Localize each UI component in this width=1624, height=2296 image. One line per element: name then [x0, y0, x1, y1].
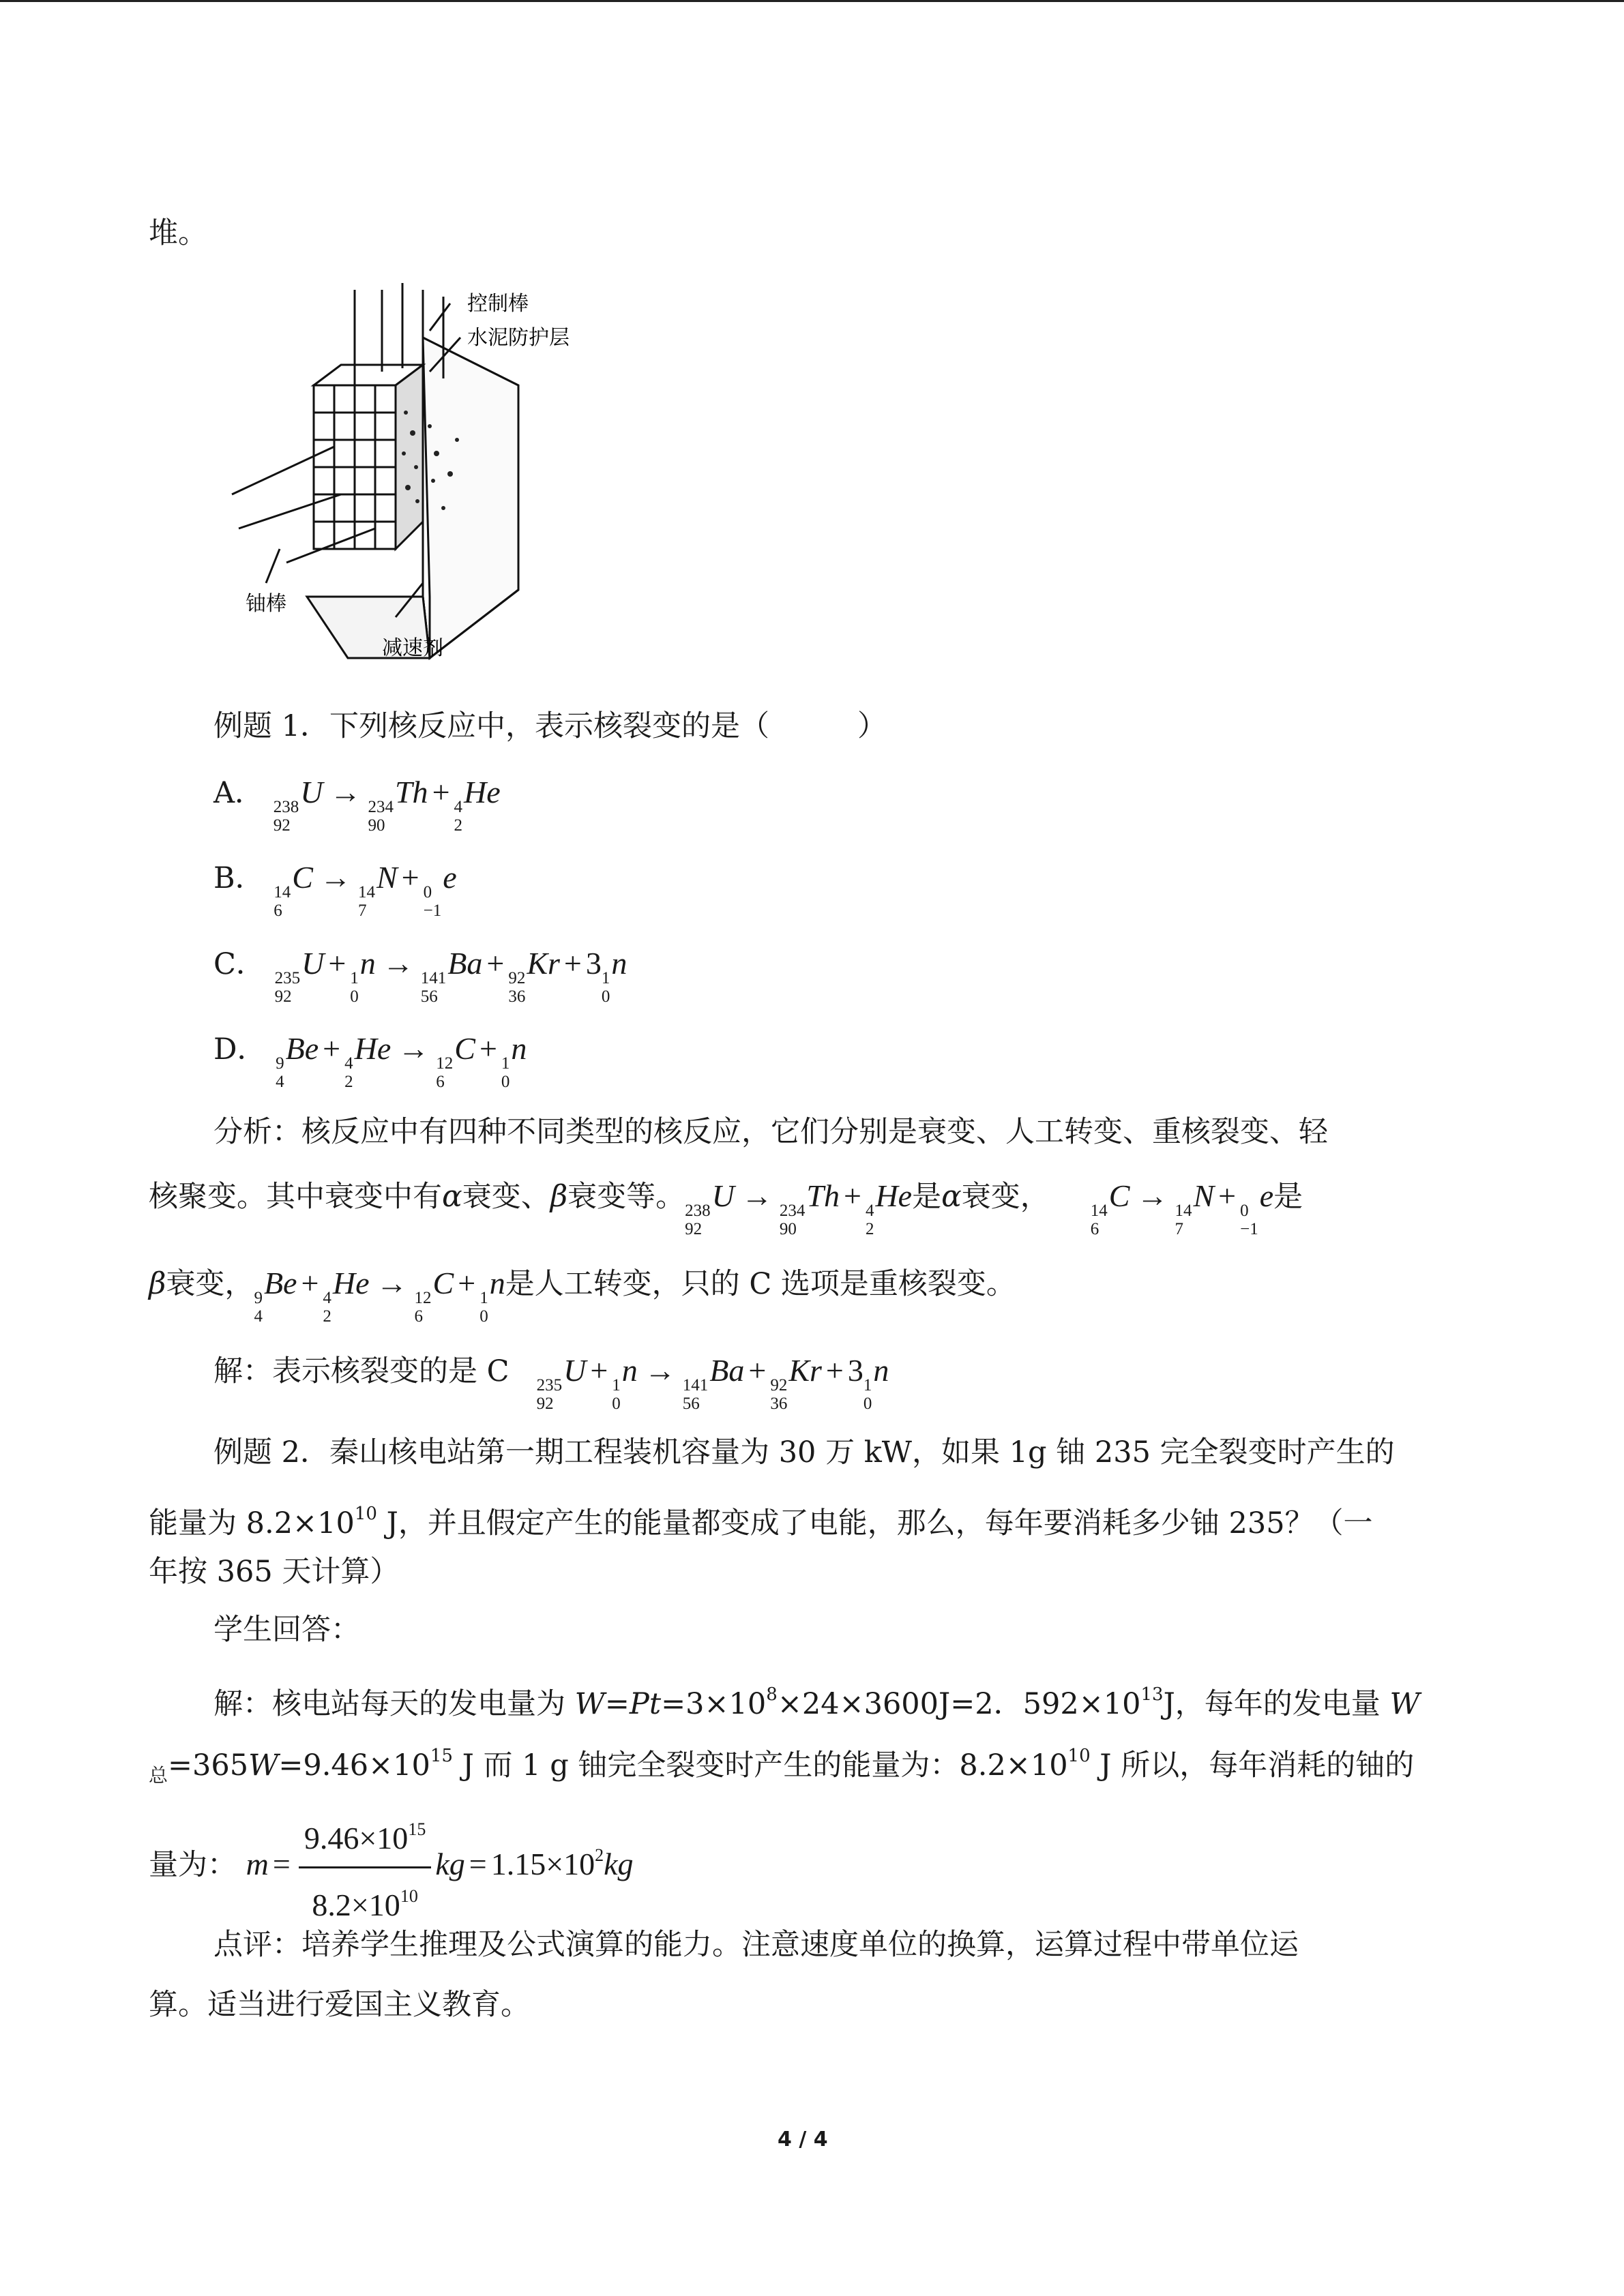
- option-b: [213, 857, 457, 920]
- equation-d: 9 4Be + 4 2He → 12 6C + 1 0n: [276, 1031, 527, 1091]
- exponent: 15: [408, 1819, 426, 1839]
- sol-text: 量为：: [149, 1848, 237, 1883]
- analysis-text: 是: [1273, 1180, 1303, 1214]
- label-concrete: 水泥防护层: [467, 326, 570, 350]
- option-a: [213, 772, 501, 835]
- subscript-total: 总: [149, 1764, 168, 1787]
- mass-formula: m = $\frac{9.46\times 10^{15}}{8.2\times 10^{10}}$ kg = $1.15\times 10^2kg$: [246, 1847, 634, 1881]
- exponent: 13: [1140, 1684, 1164, 1705]
- top-fragment: 堆。: [149, 216, 207, 250]
- sol-text: J，每年的发电量: [1163, 1687, 1390, 1721]
- reactor-diagram: [225, 276, 716, 672]
- option-letter: C．: [213, 947, 265, 981]
- exponent: 10: [1067, 1746, 1091, 1766]
- exponent: 15: [430, 1746, 453, 1766]
- label-uranium-rod: 铀棒: [246, 592, 286, 616]
- equation-fission: 235 92U + 1 0n → 141 56Ba + 92 36Kr + 31 0n: [536, 1353, 889, 1413]
- example1-question: 例题 1．下列核反应中，表示核裂变的是（ ）: [213, 709, 887, 743]
- analysis-line-1: 分析：核反应中有四种不同类型的核反应，它们分别是衰变、人工转变、重核裂变、轻: [213, 1115, 1328, 1149]
- comment-line-1: 点评：培养学生推理及公式演算的能力。注意速度单位的换算，运算过程中带单位运: [213, 1928, 1299, 1962]
- equation-a: 238 92U → 234 90Th + 4 2He: [273, 775, 501, 835]
- analysis-line-3: [149, 1263, 1016, 1326]
- page-number: 4 / 4: [778, 2128, 828, 2151]
- solution-line-2: [149, 1735, 1414, 1796]
- exponent: 8: [766, 1684, 778, 1705]
- equation-alpha-decay: 238 92U → 234 90Th + 4 2He: [685, 1178, 913, 1238]
- label-moderator: 减速剂: [382, 636, 443, 660]
- sol-text: =9.46×10: [278, 1748, 430, 1783]
- q-text: J，并且假定产生的能量都变成了电能，那么，每年要消耗多少铀 235？（一: [377, 1506, 1373, 1540]
- analysis-text: 是: [912, 1180, 942, 1214]
- comment-line-2: 算。适当进行爱国主义教育。: [149, 1988, 530, 2022]
- exponent: 10: [400, 1886, 418, 1906]
- option-c: [213, 943, 627, 1006]
- equation-beta-decay: 14 6C → 14 7N + 0 −1e: [1090, 1178, 1274, 1238]
- analysis-text: 衰变、: [462, 1180, 550, 1214]
- exponent: 10: [354, 1504, 377, 1524]
- var-w: W: [248, 1748, 279, 1783]
- sol-text: ×24×3600J=2．592×10: [777, 1687, 1141, 1721]
- q-text: 能量为 8.2×10: [149, 1506, 355, 1540]
- sol-text: J 所以，每年消耗的铀的: [1090, 1748, 1415, 1783]
- example1-solution: [213, 1350, 889, 1413]
- analysis-line-2: [149, 1176, 1303, 1238]
- equation-b: 14 6C → 14 7N + 0 −1e: [274, 860, 457, 920]
- analysis-text: 衰变，: [961, 1180, 1050, 1214]
- option-letter: D．: [213, 1032, 267, 1067]
- equation-artificial: 9 4Be + 4 2He → 12 6C + 1 0n: [254, 1266, 505, 1326]
- example2-line-2: [149, 1493, 1373, 1544]
- solution-text: 解：表示核裂变的是 C: [213, 1354, 510, 1388]
- num-text: 9.46×10: [304, 1821, 409, 1855]
- sol-text: =3×10: [661, 1687, 767, 1721]
- analysis-text: 衰变，: [166, 1267, 254, 1301]
- example2-line-3: 年按 365 天计算）: [149, 1555, 400, 1589]
- beta-symbol: β: [550, 1179, 568, 1214]
- var-pt: Pt: [629, 1687, 662, 1721]
- analysis-text: 衰变等。: [567, 1180, 685, 1214]
- denominator: [306, 1868, 423, 1929]
- solution-line-3: [149, 1806, 634, 1929]
- student-answer-label: 学生回答：: [213, 1613, 360, 1647]
- solution-line-1: [213, 1674, 1420, 1725]
- sol-text: 解：核电站每天的发电量为: [213, 1687, 575, 1721]
- den-text: 8.2×10: [312, 1888, 400, 1922]
- sol-text: =365: [168, 1748, 249, 1783]
- equation-c: 235 92U + 1 0n → 141 56Ba + 92 36Kr + 31 0n: [274, 946, 628, 1006]
- beta-symbol: β: [149, 1266, 166, 1301]
- sol-text: J 而 1 g 铀完全裂变时产生的能量为：8.2×10: [452, 1748, 1068, 1783]
- var-w: W: [574, 1687, 605, 1721]
- result-text: 1.15×10: [490, 1847, 595, 1882]
- sol-text: =: [604, 1687, 630, 1721]
- label-control-rod: 控制棒: [467, 292, 529, 316]
- option-letter: A．: [213, 776, 265, 810]
- alpha-symbol: α: [941, 1179, 962, 1214]
- analysis-text: 核聚变。其中衰变中有: [149, 1180, 442, 1214]
- exponent: 2: [595, 1845, 604, 1866]
- fraction: [299, 1806, 431, 1929]
- example2-line-1: 例题 2．秦山核电站第一期工程装机容量为 30 万 kW，如果 1g 铀 235 完全裂变时产生的: [213, 1435, 1395, 1470]
- alpha-symbol: α: [442, 1179, 462, 1214]
- numerator: [299, 1806, 431, 1868]
- option-d: [213, 1028, 527, 1091]
- analysis-text: 是人工转变，只的 C 选项是重核裂变。: [505, 1267, 1016, 1301]
- option-letter: B．: [213, 861, 265, 895]
- var-w: W: [1389, 1687, 1420, 1721]
